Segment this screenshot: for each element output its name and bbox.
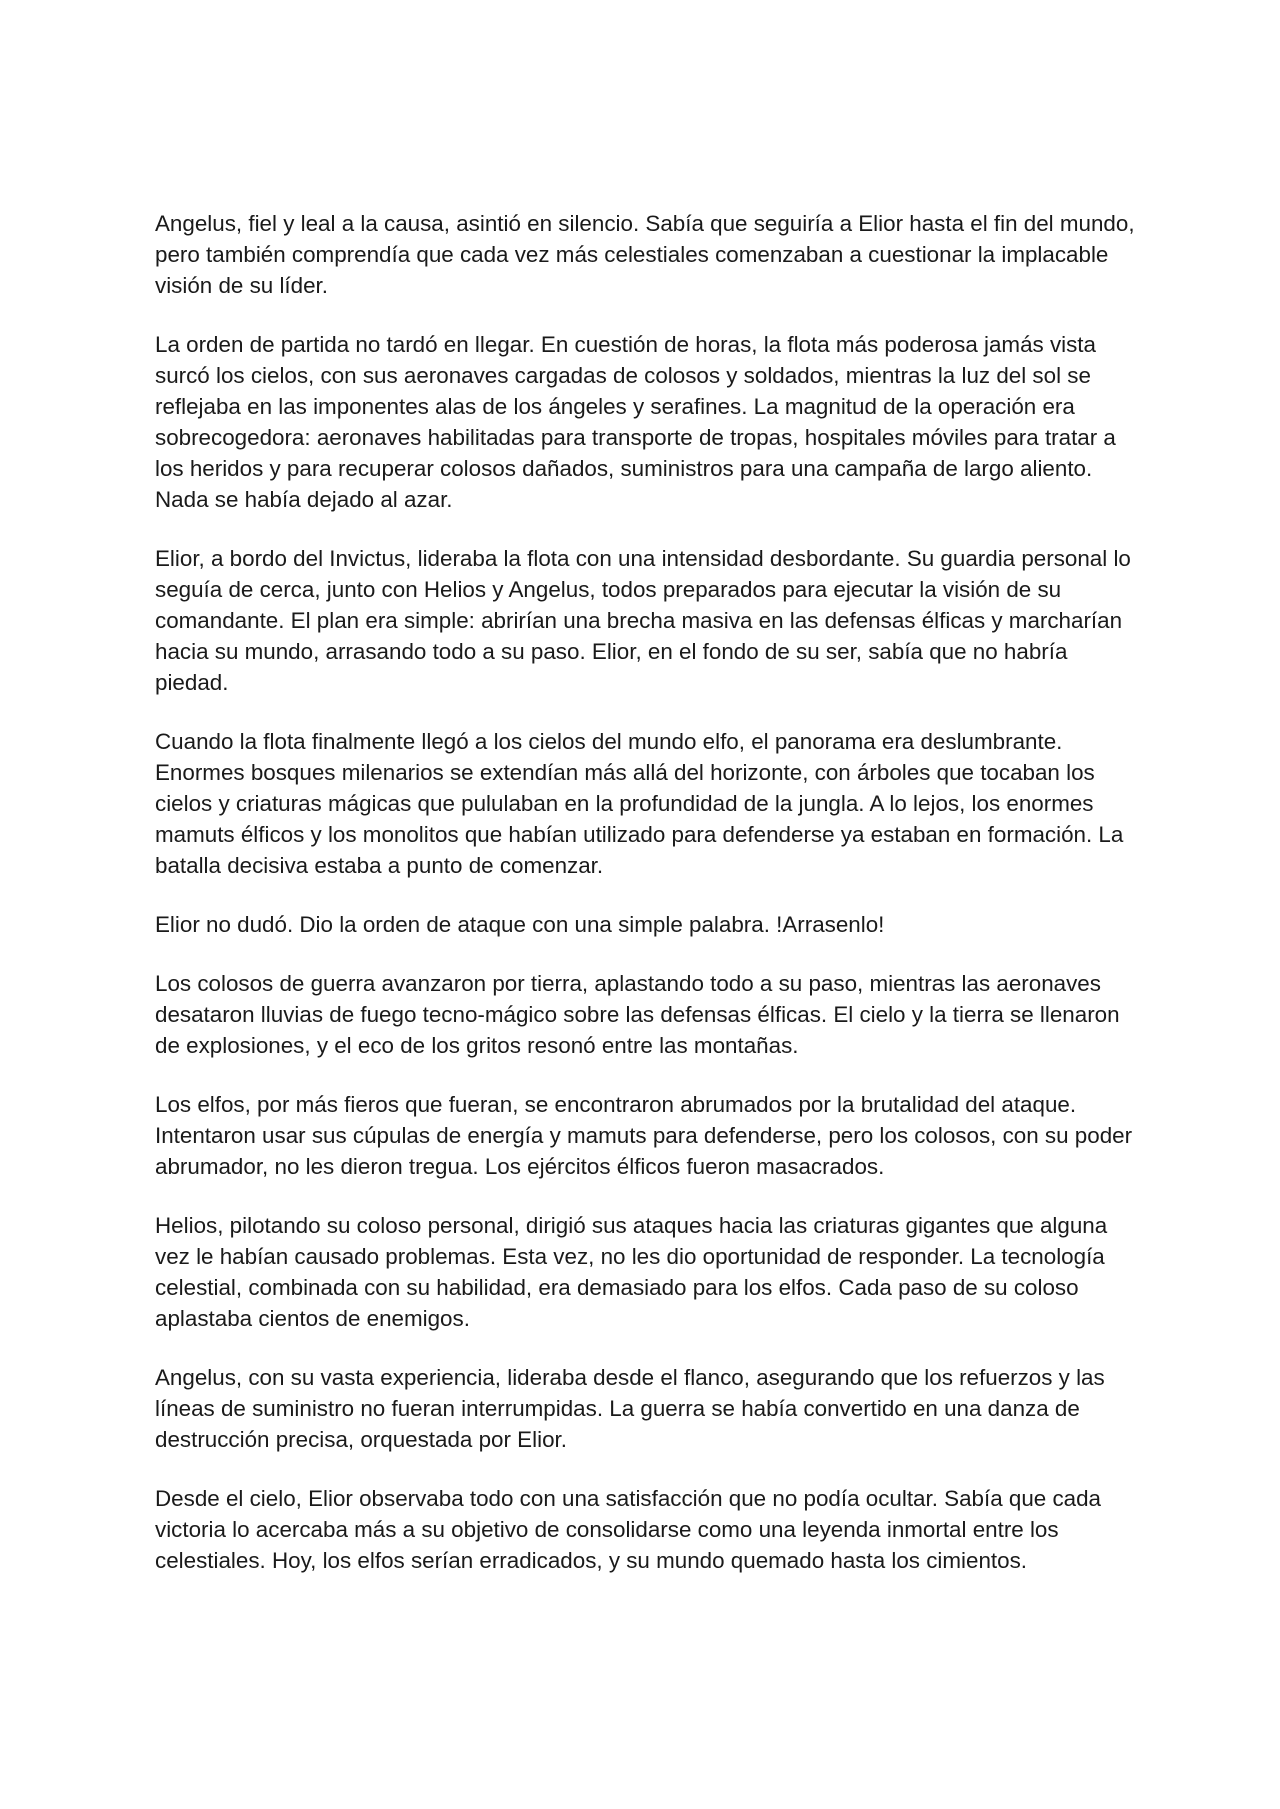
paragraph-3: Elior, a bordo del Invictus, lideraba la flota con una intensidad desbordante. Su guardia personal lo seguía de cerca, junto con Helios y Angelus, todos preparados para ejecutar la visión de su comandante. El plan era simple: abrirían una brecha masiva en las defensas élficas y marcharían hacia su mundo, arrasando todo a su paso. Elior, en el fondo de su ser, sabía que no habría piedad. [155,546,1131,695]
paragraph-1: Angelus, fiel y leal a la causa, asintió en silencio. Sabía que seguiría a Elior hasta el fin del mundo, pero también comprendía que cada vez más celestiales comenzaban a cuestionar la implacable visión de su líder. [155,211,1135,298]
paragraph-5: Elior no dudó. Dio la orden de ataque con una simple palabra. !Arrasenlo! [155,912,885,937]
paragraph-2: La orden de partida no tardó en llegar. En cuestión de horas, la flota más poderosa jamás vista surcó los cielos, con sus aeronaves cargadas de colosos y soldados, mientras la luz del sol se reflejaba en las imponentes alas de los ángeles y serafines. La magnitud de la operación era sobrecogedora: aeronaves habilitadas para transporte de tropas, hospitales móviles para tratar a los heridos y para recuperar colosos dañados, suministros para una campaña de largo aliento. Nada se había dejado al azar. [155,332,1116,512]
paragraph-6: Los colosos de guerra avanzaron por tierra, aplastando todo a su paso, mientras las aeronaves desataron lluvias de fuego tecno-mágico sobre las defensas élficas. El cielo y la tierra se llenaron de explosiones, y el eco de los gritos resonó entre las montañas. [155,971,1120,1058]
paragraph-8: Helios, pilotando su coloso personal, dirigió sus ataques hacia las criaturas gigantes que alguna vez le habían causado problemas. Esta vez, no les dio oportunidad de responder. La tecnología celestial, combinada con su habilidad, era demasiado para los elfos. Cada paso de su coloso aplastaba cientos de enemigos. [155,1213,1108,1331]
paragraph-7: Los elfos, por más fieros que fueran, se encontraron abrumados por la brutalidad del ataque. Intentaron usar sus cúpulas de energía y mamuts para defenderse, pero los colosos, con su poder abrumador, no les dieron tregua. Los ejércitos élficos fueron masacrados. [155,1092,1133,1179]
document-body [155,208,1140,1604]
paragraph-9: Angelus, con su vasta experiencia, lideraba desde el flanco, asegurando que los refuerzos y las líneas de suministro no fueran interrumpidas. La guerra se había convertido en una danza de destrucción precisa, orquestada por Elior. [155,1365,1105,1452]
paragraph-10: Desde el cielo, Elior observaba todo con una satisfacción que no podía ocultar. Sabía que cada victoria lo acercaba más a su objetivo de consolidarse como una leyenda inmortal entre los celestiales. Hoy, los elfos serían erradicados, y su mundo quemado hasta los cimientos. [155,1486,1102,1573]
paragraph-4: Cuando la flota finalmente llegó a los cielos del mundo elfo, el panorama era deslumbrante. Enormes bosques milenarios se extendían más allá del horizonte, con árboles que tocaban los cielos y criaturas mágicas que pululaban en la profundidad de la jungla. A lo lejos, los enormes mamuts élficos y los monolitos que habían utilizado para defenderse ya estaban en formación. La batalla decisiva estaba a punto de comenzar. [155,729,1124,878]
